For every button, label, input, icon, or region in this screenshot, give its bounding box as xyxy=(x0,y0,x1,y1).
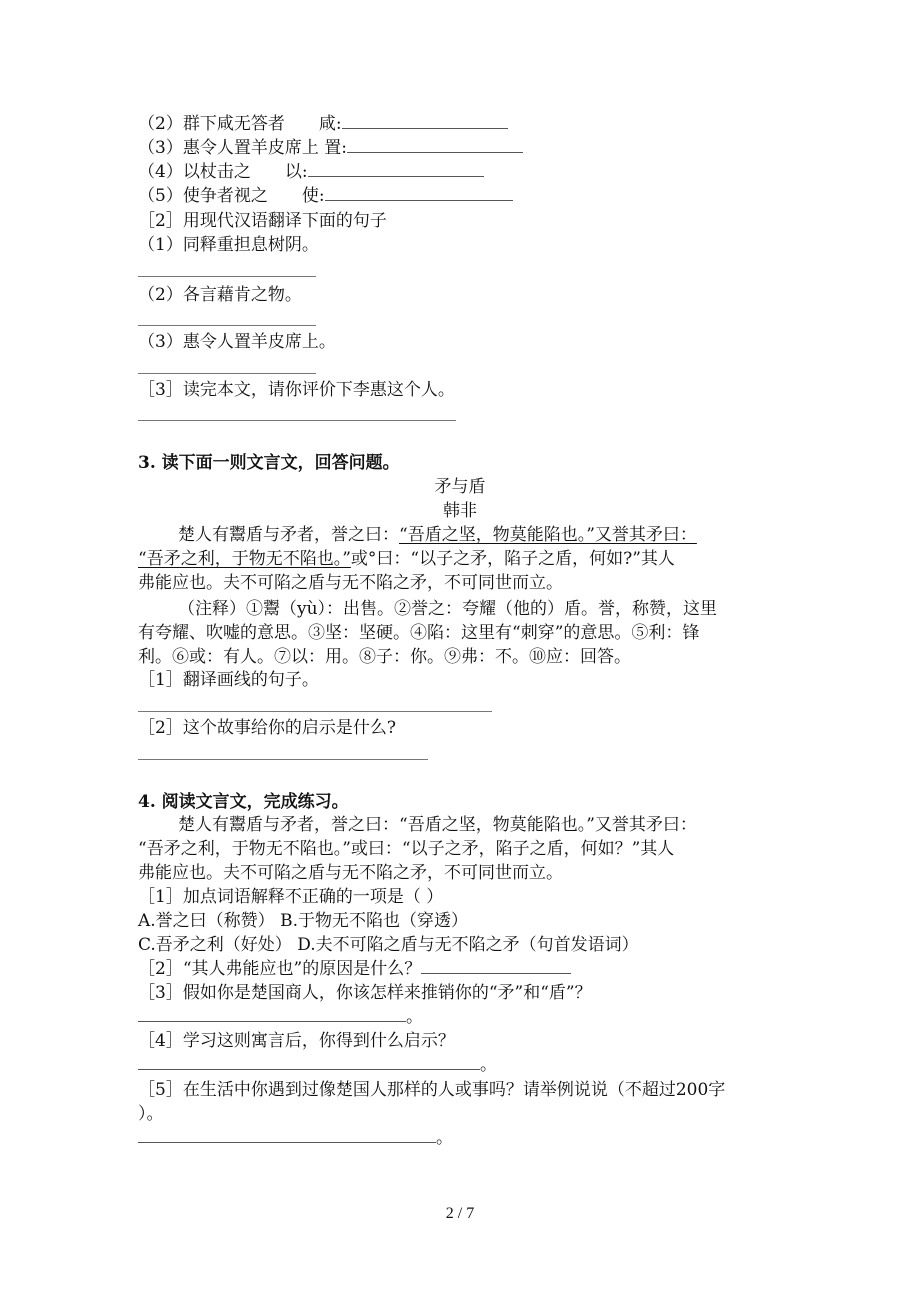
answer-blank[interactable] xyxy=(342,112,508,129)
underlined-sentence: “吾盾之坚，物莫能陷也。”又誉其矛曰： xyxy=(399,525,697,545)
section-4-question-3: ［3］假如你是楚国商人，你该怎样来推销你的“矛”和“盾”？ xyxy=(138,983,592,1003)
section-4-heading: 4. 阅读文言文，完成练习。 xyxy=(138,792,349,812)
section-4-question-4: ［4］学习这则寓言后，你得到什么启示？ xyxy=(138,1031,455,1051)
passage-line-1: 楚人有鬻盾与矛者，誉之曰：“吾盾之坚，物莫能陷也。”又誉其矛曰： xyxy=(178,525,697,545)
translate-sentence-1: （1）同释重担息树阴。 xyxy=(138,235,319,255)
answer-line[interactable] xyxy=(138,711,492,712)
answer-line[interactable] xyxy=(138,325,316,326)
answer-blank[interactable] xyxy=(347,136,523,153)
answer-blank[interactable] xyxy=(138,1053,480,1070)
answer-line-row: 。 xyxy=(138,1005,423,1029)
options-a-b: A.誉之曰（称赞） B.于物无不陷也（穿透） xyxy=(138,911,468,931)
question-5-line: （5）使争者视之 使: xyxy=(138,184,513,208)
passage-line-2: “吾矛之利，于物无不陷也。”或曰：“以子之矛，陷子之盾，何如？”其人 xyxy=(138,839,675,859)
passage-line-3: 弗能应也。夫不可陷之盾与无不陷之矛，不可同世而立。 xyxy=(138,573,563,593)
answer-line[interactable] xyxy=(138,276,316,277)
question-2-line: （2）群下咸无答者 咸: xyxy=(138,112,508,136)
notes-line-1: （注释）①鬻（yù）：出售。②誉之：夸耀（他的）盾。誉，称赞，这里 xyxy=(178,599,718,619)
translate-sentence-3: （3）惠令人置羊皮席上。 xyxy=(138,332,336,352)
underlined-sentence: “吾矛之利，于物无不陷也。” xyxy=(138,549,351,569)
section-4-question-5: ［5］在生活中你遇到过像楚国人那样的人或事吗？请举例说说（不超过200字 xyxy=(138,1080,726,1100)
article-title: 矛与盾 xyxy=(434,477,486,497)
notes-line-2: 有夸耀、吹嘘的意思。③坚：坚硬。④陷：这里有“刺穿”的意思。⑤利：锋 xyxy=(138,623,700,643)
section-4-question-1: ［1］加点词语解释不正确的一项是（ ） xyxy=(138,887,444,907)
question-3-line: （3）惠令人置羊皮席上 置: xyxy=(138,136,523,160)
answer-line[interactable] xyxy=(138,373,316,374)
answer-line[interactable] xyxy=(138,759,428,760)
passage-line-1: 楚人有鬻盾与矛者，誉之曰：“吾盾之坚，物莫能陷也。”又誉其矛曰： xyxy=(178,815,697,835)
section-3-question-1: ［1］翻译画线的句子。 xyxy=(138,670,319,690)
article-author: 韩非 xyxy=(443,501,477,521)
answer-blank[interactable] xyxy=(138,1126,436,1143)
section-4-question-5-cont: ）。 xyxy=(138,1104,164,1124)
passage-line-3: 弗能应也。夫不可陷之盾与无不陷之矛，不可同世而立。 xyxy=(138,863,563,883)
question-4-line: （4）以杖击之 以: xyxy=(138,160,484,184)
answer-blank[interactable] xyxy=(421,957,571,974)
section-3-question-2: ［2］这个故事给你的启示是什么? xyxy=(138,718,396,738)
answer-blank[interactable] xyxy=(325,184,513,201)
answer-blank[interactable] xyxy=(138,1005,406,1022)
notes-line-3: 利。⑥或：有人。⑦以：用。⑧子：你。⑨弗：不。⑩应：回答。 xyxy=(138,647,631,667)
answer-blank[interactable] xyxy=(308,160,484,177)
translate-task-title: ［2］用现代汉语翻译下面的句子 xyxy=(138,211,387,231)
answer-line-row: 。 xyxy=(138,1053,497,1077)
answer-line[interactable] xyxy=(138,420,456,421)
translate-sentence-2: （2）各言藉肯之物。 xyxy=(138,285,302,305)
evaluate-task: ［3］读完本文，请你评价下李惠这个人。 xyxy=(138,380,455,400)
section-4-question-2: ［2］“其人弗能应也”的原因是什么？ xyxy=(138,957,571,981)
answer-line-row: 。 xyxy=(138,1126,453,1150)
section-3-heading: 3. 读下面一则文言文，回答问题。 xyxy=(138,453,400,473)
passage-line-2: “吾矛之利，于物无不陷也。”或°曰：“以子之矛，陷子之盾，何如?”其人 xyxy=(138,549,675,569)
page-number: 2 / 7 xyxy=(445,1205,475,1222)
options-c-d: C.吾矛之利（好处） D.夫不可陷之盾与无不陷之矛（句首发语词） xyxy=(138,935,639,955)
